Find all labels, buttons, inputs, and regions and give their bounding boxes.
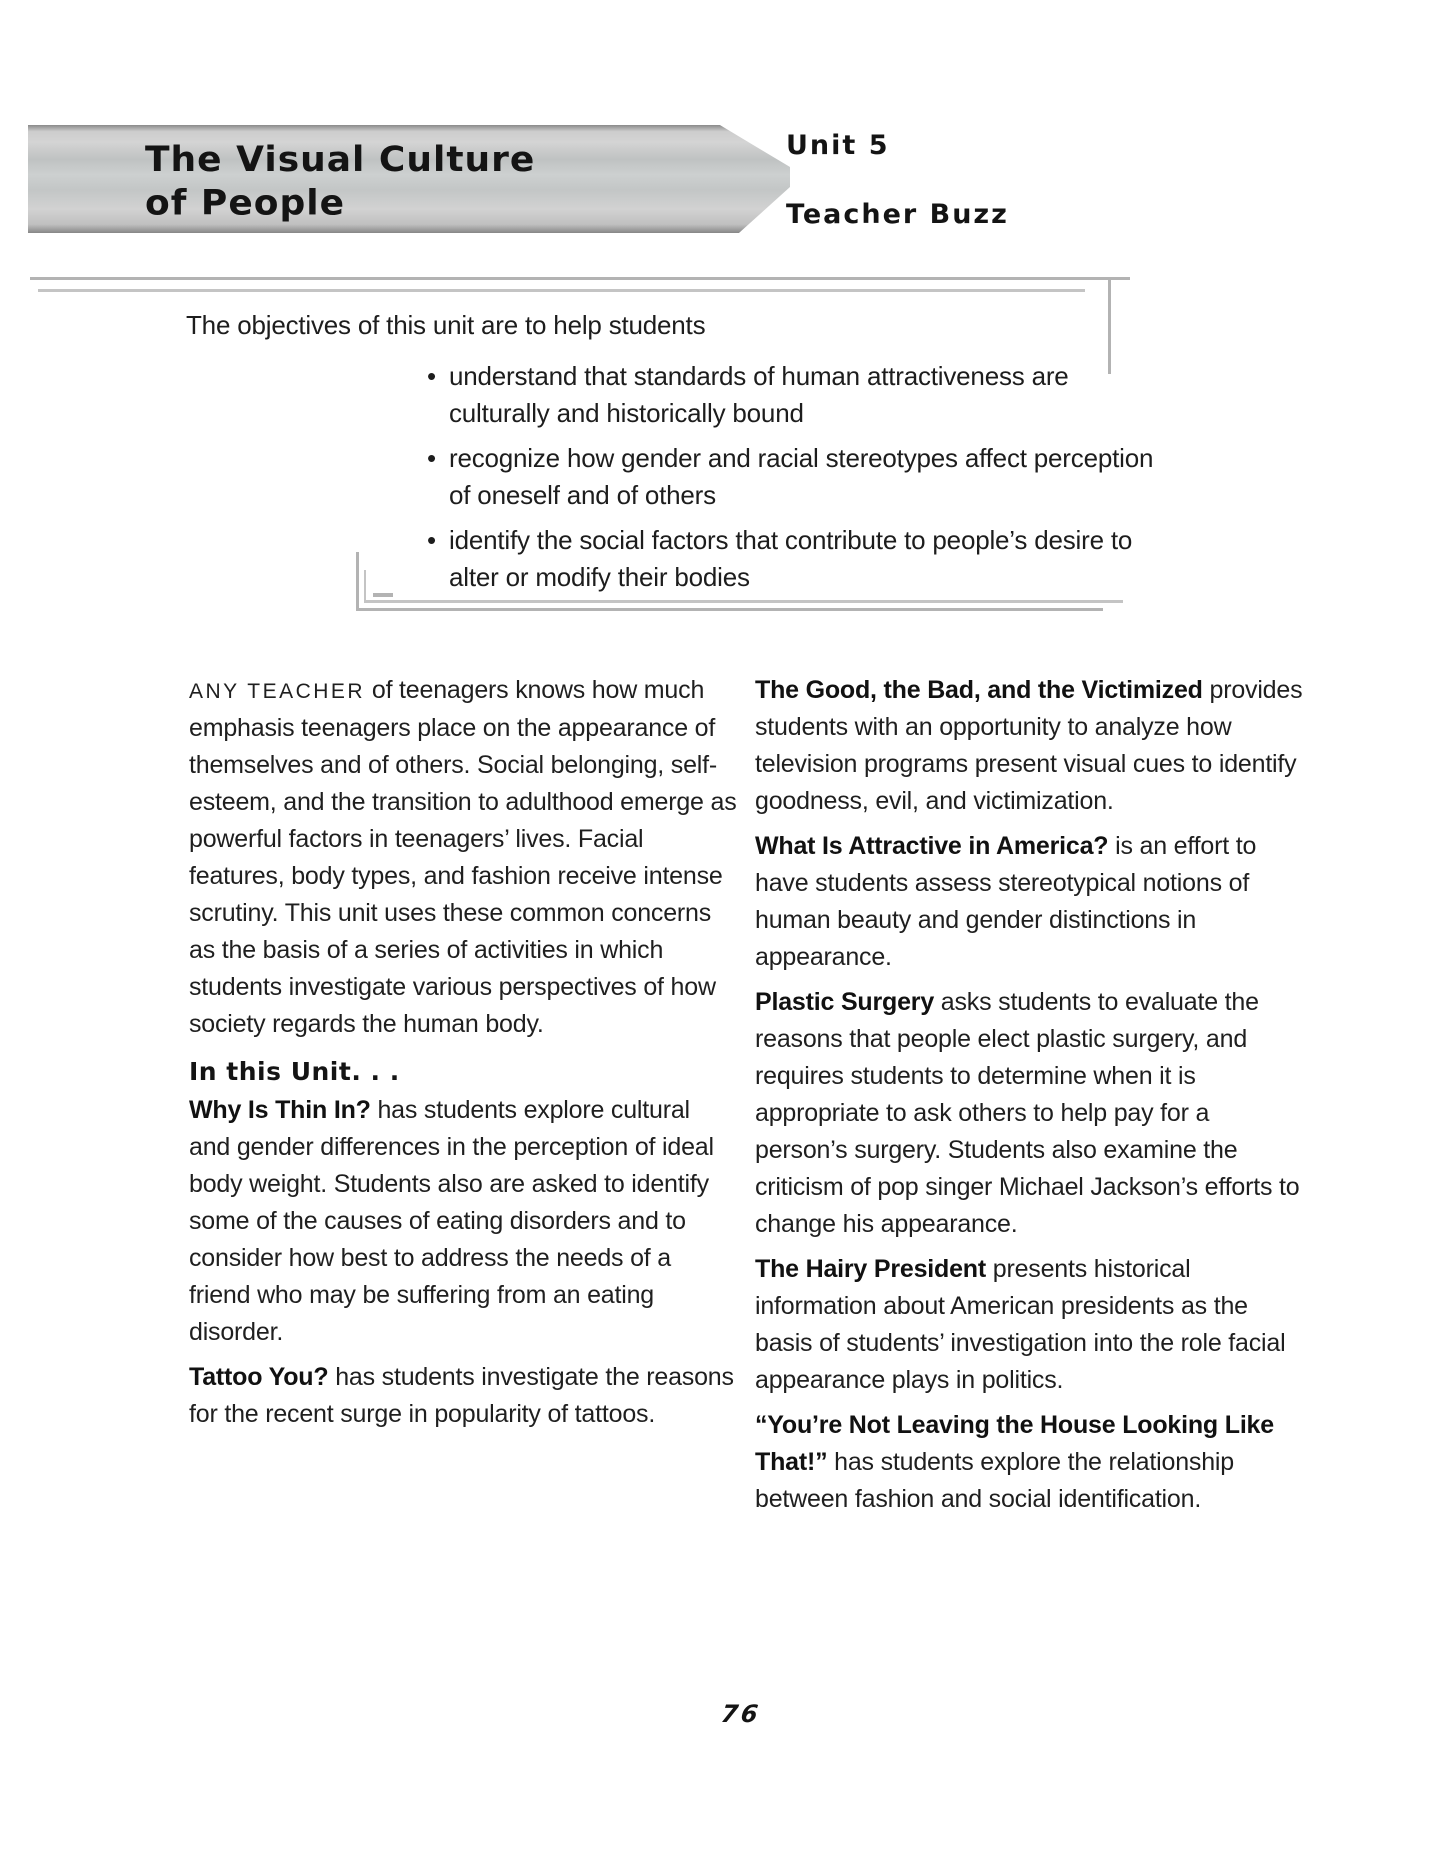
objective-bullet: • recognize how gender and racial stereotypes affect perception of oneself and of others — [427, 440, 1172, 514]
opening-text: of teenagers knows how much emphasis teenagers place on the appearance of themselves and of others. Social belonging, self-esteem, and the transition to adulthood emerge as powerful factors in teenagers’ lives. Facial features, body types, and fashion receive intense scrutiny. This unit uses these common concerns as the basis of a series of activities in which students investigate various perspectives of how society regards the human body. — [189, 676, 737, 1038]
frame-line-bottom-outer — [356, 608, 1103, 611]
paragraph: The Hairy President presents historical information about American presidents as the basis of students’ investigation into the role facial appearance plays in politics. — [755, 1255, 1286, 1394]
page-title-line2: of People — [145, 183, 345, 224]
opening-paragraph — [189, 672, 737, 1043]
paragraph-lead: The Hairy President — [755, 1255, 987, 1283]
objectives-intro: The objectives of this unit are to help students — [186, 310, 706, 340]
paragraph: Why Is Thin In? has students explore cultural and gender differences in the perception of ideal body weight. Students also are asked to identify some of the causes of eating disorders and to consider how best to address the needs of a friend who may be suffering from an eating disorder. — [189, 1096, 714, 1346]
header-thin-bar — [780, 164, 1445, 186]
objective-bullet: • identify the social factors that contribute to people’s desire to alter or modify their bodies — [427, 522, 1172, 596]
paragraph: “You’re Not Leaving the House Looking Like That!” has students explore the relationship between fashion and social identification. — [755, 1411, 1274, 1513]
unit-label: Unit 5 — [786, 130, 890, 161]
page-number: 76 — [719, 1700, 763, 1728]
paragraph-lead: What Is Attractive in America? — [755, 832, 1109, 860]
opening-lead: ANY TEACHER — [189, 680, 366, 703]
frame-dash — [373, 593, 393, 597]
paragraph: What Is Attractive in America? is an effort to have students assess stereotypical notions of human beauty and gender distinctions in appearance. — [755, 832, 1257, 971]
right-paragraphs — [755, 672, 1303, 1518]
paragraph-lead: Why Is Thin In? — [189, 1096, 371, 1124]
right-column — [755, 672, 1303, 1526]
frame-line-left-vertical-outer — [356, 552, 359, 609]
objectives-list — [427, 358, 1172, 604]
frame-line-left-vertical-inner — [364, 570, 366, 601]
paragraph-lead: Tattoo You? — [189, 1363, 329, 1391]
paragraph-lead: “You’re Not Leaving the House Looking Like That!” — [755, 1411, 1274, 1476]
frame-line-top-outer — [30, 277, 1130, 280]
paragraph-lead: The Good, the Bad, and the Victimized — [755, 676, 1203, 704]
paragraph: Plastic Surgery asks students to evaluate the reasons that people elect plastic surgery, and requires students to determine when it is appropriate to ask others to help pay for a person’s surgery. Students also examine the criticism of pop singer Michael Jackson’s efforts to change his appearance. — [755, 988, 1300, 1238]
page-title-line1: The Visual Culture — [145, 139, 536, 180]
objective-bullet: • understand that standards of human attractiveness are culturally and historically bound — [427, 358, 1172, 432]
paragraph-lead: Plastic Surgery — [755, 988, 935, 1016]
paragraph: The Good, the Bad, and the Victimized provides students with an opportunity to analyze how television programs present visual cues to identify goodness, evil, and victimization. — [755, 676, 1303, 815]
frame-line-top-inner — [38, 289, 1085, 292]
in-this-unit-heading: In this Unit. . . — [189, 1057, 400, 1086]
page-title — [145, 138, 535, 225]
paragraph: Tattoo You? has students investigate the reasons for the recent surge in popularity of tattoos. — [189, 1363, 734, 1428]
series-label: Teacher Buzz — [786, 199, 1009, 230]
left-paragraphs — [189, 1092, 737, 1433]
left-column — [189, 672, 737, 1441]
